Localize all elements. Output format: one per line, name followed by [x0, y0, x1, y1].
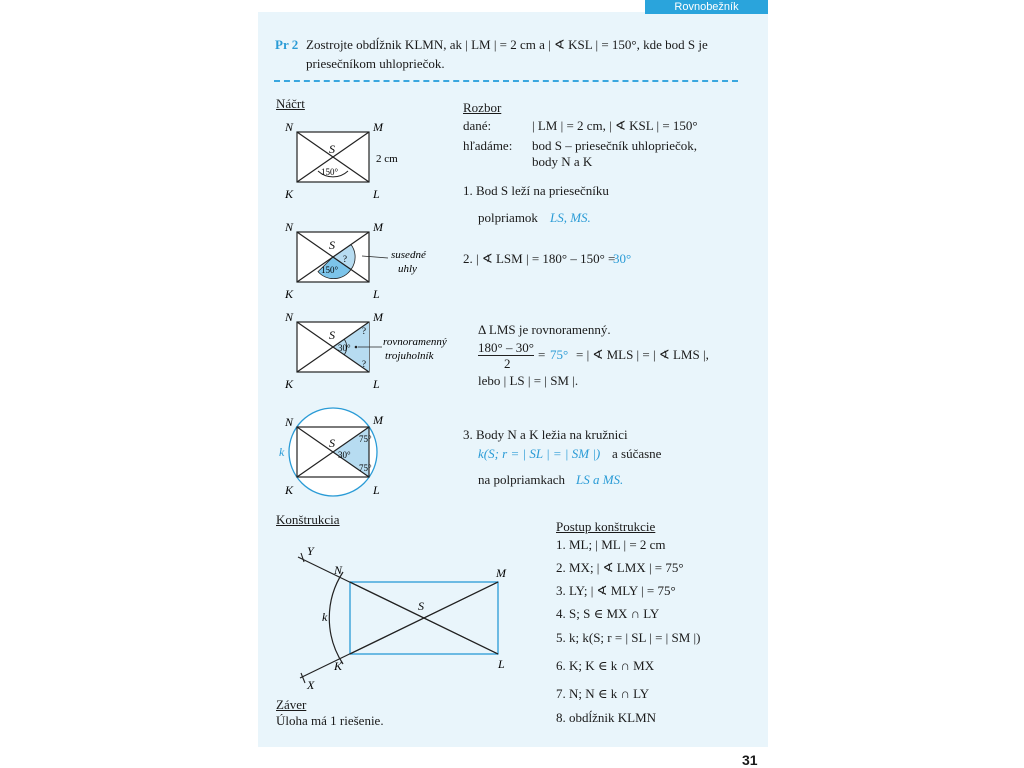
- fig2-vertex-N: N: [285, 220, 294, 234]
- triangle-statement: Δ LMS je rovnoramenný.: [478, 322, 611, 337]
- construction-label-K: K: [334, 659, 343, 673]
- or-line: lebo | LS | = | SM |.: [478, 373, 579, 388]
- fig1-angle-150: 150°: [321, 167, 339, 177]
- section-tab: Rovnobežník: [645, 0, 768, 14]
- fig3-isosceles-label-1: rovnoramenný: [383, 336, 447, 348]
- given-value: | LM | = 2 cm, | ∢ KSL | = 150°: [532, 118, 698, 133]
- fig2-unknown: ?: [343, 254, 347, 264]
- procedure-step-7: 7. N; N ∈ k ∩ LY: [556, 686, 650, 701]
- fig1-vertex-K: K: [285, 187, 294, 201]
- page-number: 31: [742, 752, 758, 768]
- fig4-vertex-N: N: [285, 415, 294, 429]
- given-label: dané:: [463, 118, 492, 133]
- fig3-vertex-S: S: [329, 328, 335, 342]
- step3-rays: LS a MS.: [576, 472, 624, 487]
- procedure-heading: Postup konštrukcie: [556, 519, 656, 534]
- find-value-1: bod S – priesečník uhlopriečok,: [532, 138, 697, 153]
- fig3-angle-30: 30°: [338, 343, 351, 353]
- fig3-vertex-M: M: [373, 310, 383, 324]
- fig4-angle-75-bottom: 75°: [359, 463, 372, 473]
- fig1-vertex-N: N: [285, 120, 294, 134]
- problem-line-2: priesečníkom uhlopriečok.: [306, 56, 445, 71]
- fig2-vertex-S: S: [329, 238, 335, 252]
- find-value-2: body N a K: [532, 154, 593, 169]
- procedure-step-6: 6. K; K ∈ k ∩ MX: [556, 658, 655, 673]
- step3-simultaneously: a súčasne: [612, 446, 662, 461]
- fig2-angle-150: 150°: [321, 265, 339, 275]
- construction-label-N: N: [334, 563, 343, 577]
- construction-label-L: L: [498, 657, 505, 671]
- construction-label-Y: Y: [307, 544, 314, 558]
- fraction-numerator: 180° – 30°: [478, 340, 534, 355]
- step1-line-1: 1. Bod S leží na priesečníku: [463, 183, 609, 198]
- construction-label-k: k: [322, 610, 328, 624]
- find-label: hľadáme:: [463, 138, 513, 153]
- procedure-step-8: 8. obdĺžnik KLMN: [556, 710, 657, 725]
- fig2-vertex-K: K: [285, 287, 294, 301]
- fig2-adjacent-label-1: susedné: [391, 249, 426, 261]
- fig1-vertex-S: S: [329, 142, 335, 156]
- fig2-vertex-M: M: [373, 220, 383, 234]
- fraction-value: 75°: [550, 347, 569, 362]
- fig3-vertex-L: L: [373, 377, 380, 391]
- fraction-rest: = | ∢ MLS | = | ∢ LMS |,: [576, 347, 709, 362]
- conclusion-heading: Záver: [276, 697, 307, 712]
- procedure-step-4: 4. S; S ∈ MX ∩ LY: [556, 606, 660, 621]
- procedure-step-1: 1. ML; | ML | = 2 cm: [556, 537, 666, 552]
- fraction-equals: =: [538, 347, 546, 362]
- fig4-angle-75-top: 75°: [359, 434, 372, 444]
- fig4-vertex-S: S: [329, 436, 335, 450]
- step1-rays: LS, MS.: [550, 210, 591, 225]
- step3-line-3: na polpriamkach: [478, 472, 565, 487]
- fig3-unknown-top: ?: [362, 326, 366, 336]
- step2-text: 2. | ∢ LSM | = 180° – 150° =: [463, 251, 616, 266]
- construction-label-X: X: [307, 678, 315, 692]
- conclusion-text: Úloha má 1 riešenie.: [276, 713, 384, 728]
- step1-line-2: polpriamok: [478, 210, 538, 225]
- analysis-heading: Rozbor: [463, 100, 502, 115]
- step2-result: 30°: [613, 251, 632, 266]
- fig3-vertex-N: N: [285, 310, 294, 324]
- construction-heading: Konštrukcia: [276, 512, 340, 527]
- fig1-vertex-L: L: [373, 187, 380, 201]
- step3-circle: k(S; r = | SL | = | SM |): [478, 446, 601, 461]
- fig4-vertex-L: L: [373, 483, 380, 497]
- sketch-heading: Náčrt: [276, 96, 305, 111]
- fig4-vertex-K: K: [285, 483, 294, 497]
- fig2-adjacent-label-2: uhly: [398, 263, 417, 275]
- fig3-isosceles-label-2: trojuholník: [385, 350, 434, 362]
- fig3-vertex-K: K: [285, 377, 294, 391]
- fig1-vertex-M: M: [373, 120, 383, 134]
- fig4-circle-label: k: [279, 445, 285, 459]
- fig2-vertex-L: L: [373, 287, 380, 301]
- step3-line-1: 3. Body N a K ležia na kružnici: [463, 427, 628, 442]
- procedure-step-3: 3. LY; | ∢ MLY | = 75°: [556, 583, 676, 598]
- fig1-length: 2 cm: [376, 153, 398, 165]
- fig4-angle-30: 30°: [338, 450, 351, 460]
- fig3-unknown-bottom: ?: [362, 359, 366, 369]
- problem-line-1: Zostrojte obdĺžnik KLMN, ak | LM | = 2 cm a | ∢ KSL | = 150°, kde bod S je: [306, 37, 708, 52]
- construction-label-M: M: [496, 566, 506, 580]
- fraction-denominator: 2: [504, 356, 511, 371]
- problem-label: Pr 2: [275, 37, 299, 52]
- procedure-step-2: 2. MX; | ∢ LMX | = 75°: [556, 560, 684, 575]
- fig4-vertex-M: M: [373, 413, 383, 427]
- procedure-step-5: 5. k; k(S; r = | SL | = | SM |): [556, 630, 701, 645]
- construction-label-S: S: [418, 599, 424, 613]
